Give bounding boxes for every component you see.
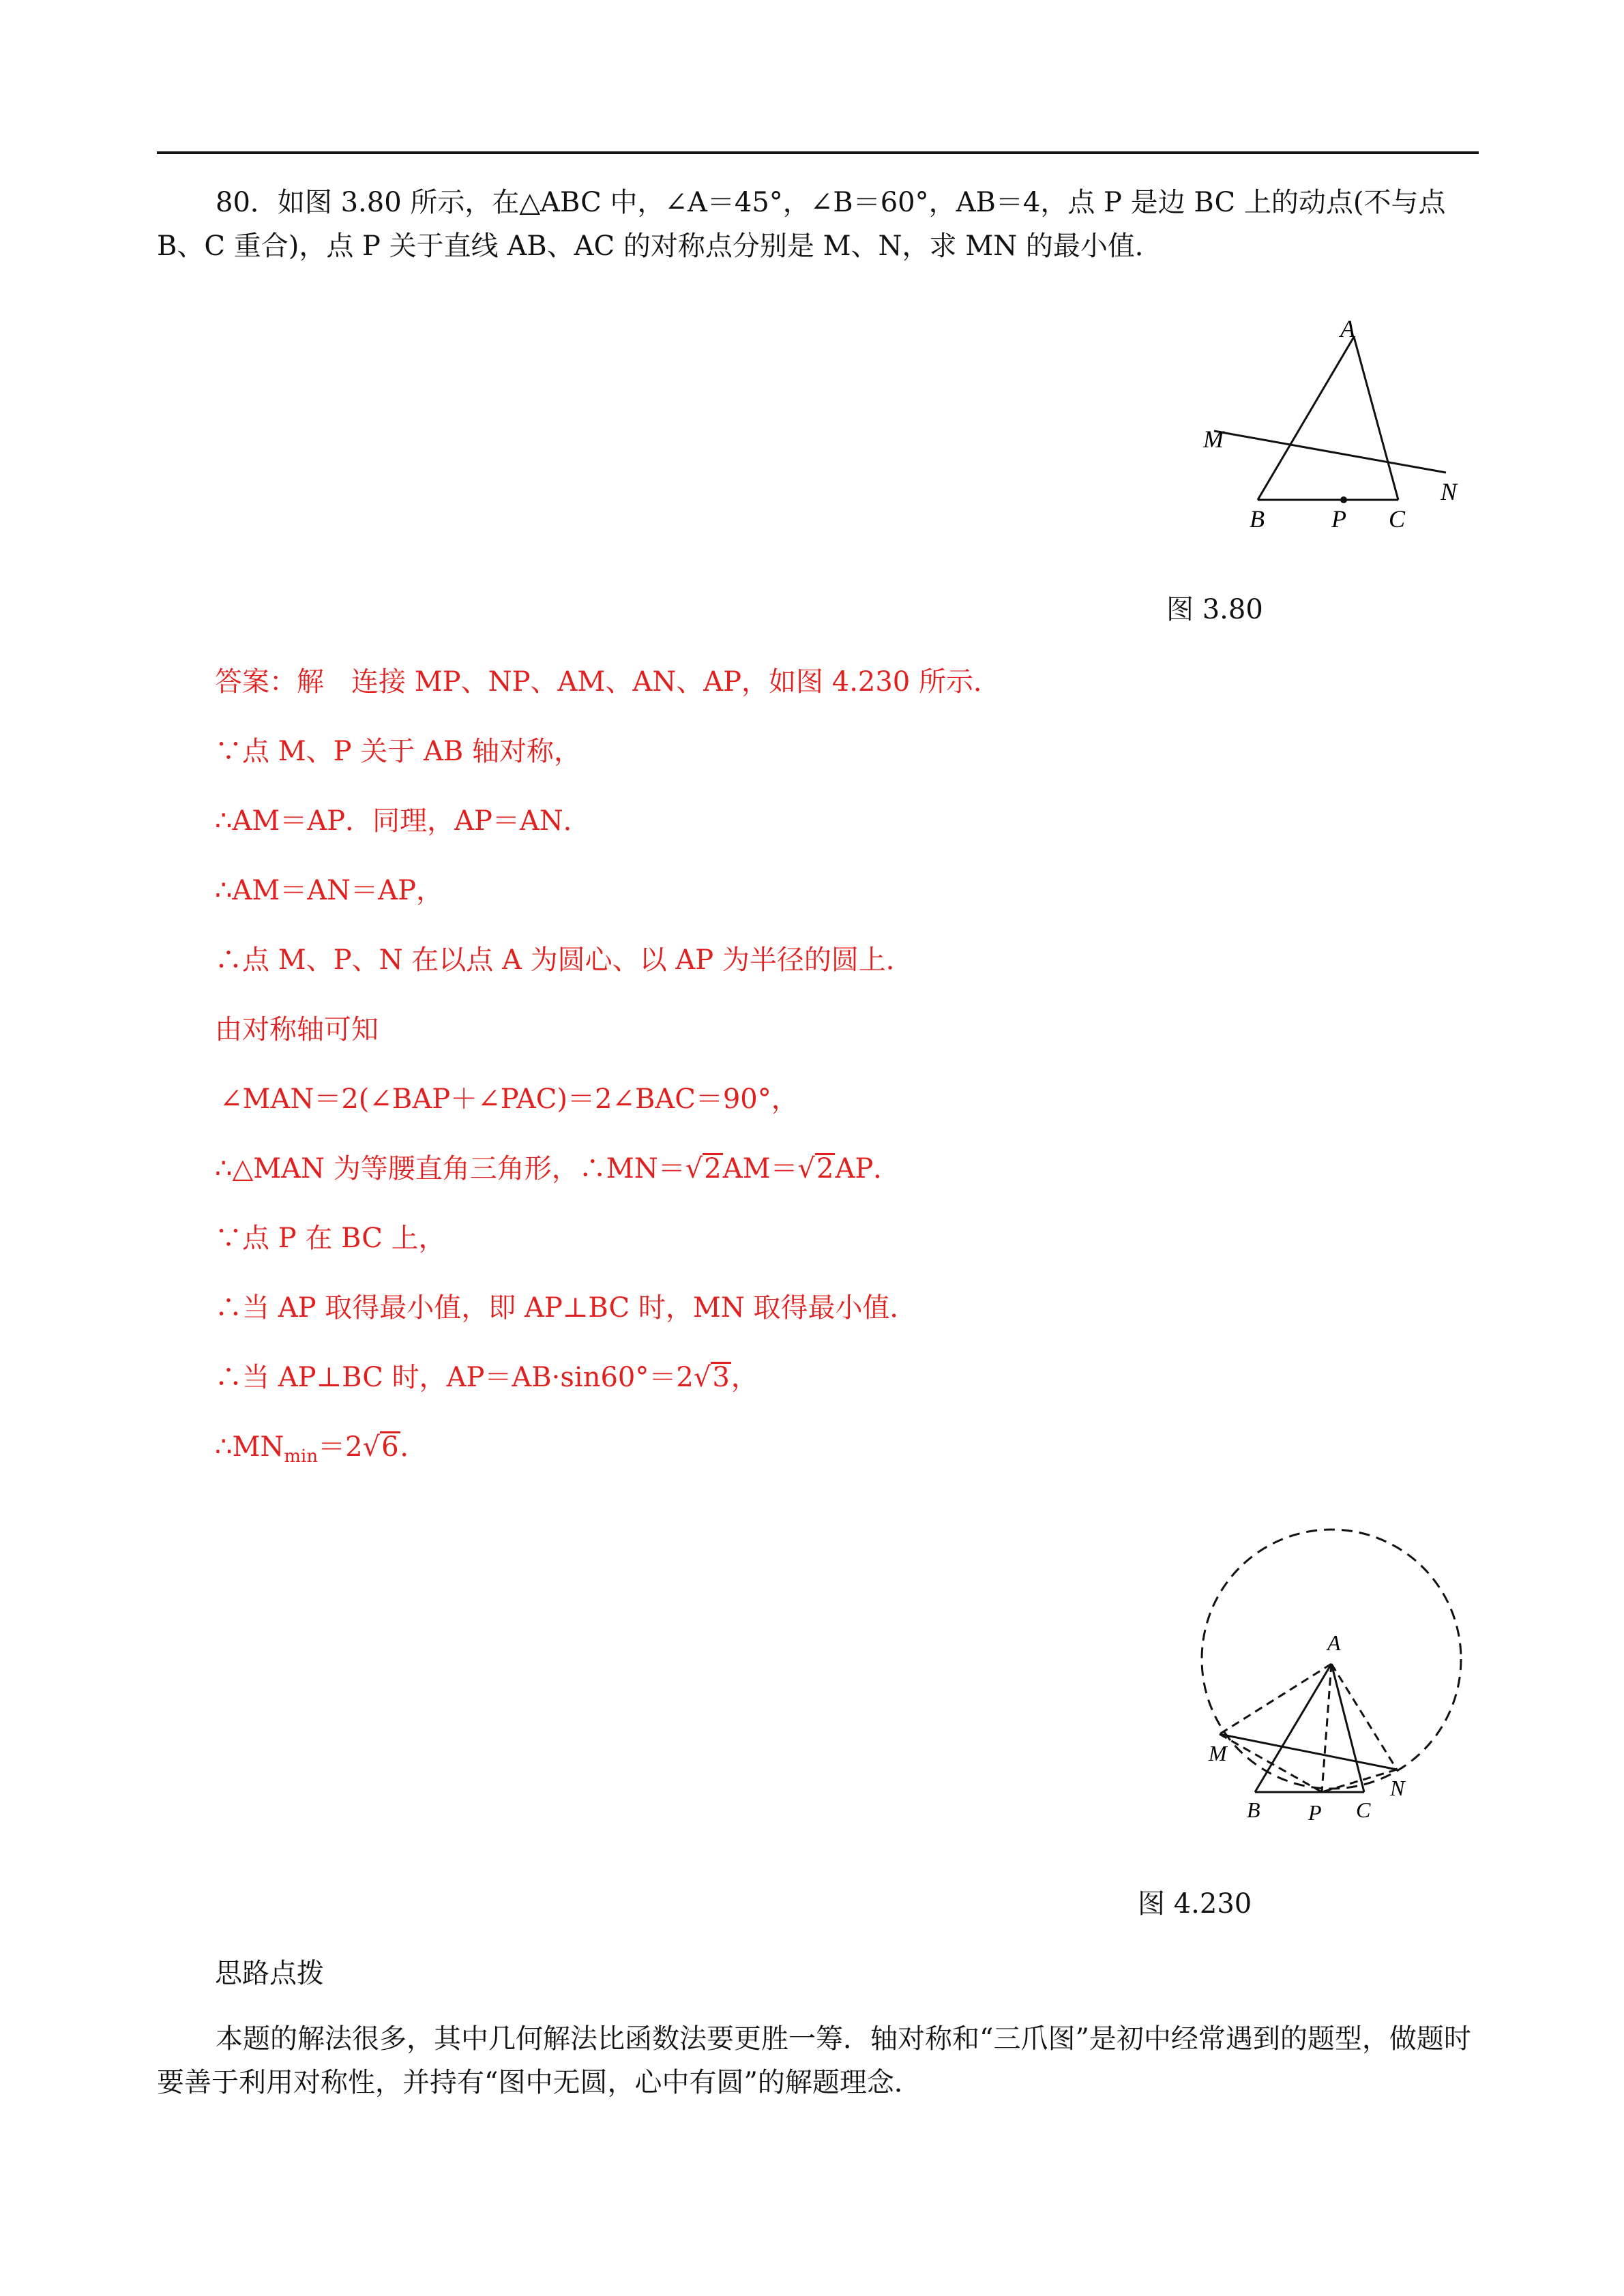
answer-line-9: ∵点 P 在 BC 上， <box>215 1223 446 1254</box>
label-m: M <box>1203 426 1224 453</box>
figure-4-230 <box>1187 1517 1473 1831</box>
label-c: C <box>1389 505 1406 532</box>
segment-mp <box>1220 1734 1322 1792</box>
label-b: B <box>1247 1798 1260 1822</box>
label-m: M <box>1209 1741 1227 1765</box>
answer-line-8-part-c: AP． <box>835 1153 901 1184</box>
answer-line-12-part-c: ． <box>400 1431 428 1463</box>
radicand-2b: 2 <box>816 1153 834 1184</box>
segment-ap <box>1322 1664 1331 1792</box>
answer-line-3: ∴AM＝AP．同理，AP＝AN． <box>215 805 591 837</box>
point-p <box>1340 496 1347 503</box>
tips-body: 本题的解法很多，其中几何解法比函数法要更胜一筹．轴对称和“三爪图”是初中经常遇到的题型，做题时要善于利用对称性，并持有“图中无圆，心中有圆”的解题理念． <box>157 2023 1471 2098</box>
answer-line-12-part-b: ＝2 <box>318 1431 363 1463</box>
answer-line-1: 答案：解 连接 MP、NP、AM、AN、AP，如图 4.230 所示． <box>215 666 1001 698</box>
answer-line-10: ∴当 AP 取得最小值，即 AP⊥BC 时，MN 取得最小值． <box>215 1292 917 1324</box>
answer-line-11-part-b: ， <box>730 1362 758 1393</box>
label-c: C <box>1356 1798 1371 1822</box>
segment-ac <box>1354 337 1398 500</box>
label-a: A <box>1327 1630 1341 1655</box>
segment-ac <box>1331 1664 1364 1792</box>
radicand-2a: 2 <box>704 1153 722 1184</box>
answer-line-8-part-b: AM＝ <box>722 1153 798 1184</box>
answer-line-11-part-a: ∴当 AP⊥BC 时，AP＝AB·sin60°＝2 <box>215 1362 694 1393</box>
radicand-6: 6 <box>381 1431 399 1463</box>
sqrt-symbol: √ <box>693 1362 711 1393</box>
answer-line-8 <box>215 1147 900 1186</box>
answer-line-11 <box>215 1356 758 1395</box>
answer-line-12 <box>215 1425 428 1467</box>
segment-an <box>1331 1664 1397 1770</box>
sqrt-symbol: √ <box>685 1153 703 1184</box>
label-b: B <box>1250 505 1265 532</box>
radicand-3: 3 <box>712 1362 730 1393</box>
label-p: P <box>1331 505 1346 532</box>
answer-line-6: 由对称轴可知 <box>215 1014 379 1045</box>
figure-3-80-caption: 图 3.80 <box>1166 594 1263 625</box>
segment-ab <box>1255 1664 1331 1792</box>
answer-line-8-part-a: ∴△MAN 为等腰直角三角形，∴MN＝ <box>215 1153 685 1184</box>
segment-am <box>1220 1664 1331 1734</box>
answer-line-5: ∴点 M、P、N 在以点 A 为圆心、以 AP 为半径的圆上． <box>215 944 913 976</box>
label-n: N <box>1390 1776 1405 1800</box>
dashed-circle <box>1202 1530 1461 1789</box>
subscript-min: min <box>284 1446 319 1467</box>
sqrt-symbol: √ <box>362 1431 381 1463</box>
answer-line-7: ∠MAN＝2(∠BAP＋∠PAC)＝2∠BAC＝90°， <box>220 1084 799 1115</box>
answer-line-12-part-a: ∴MN <box>215 1431 284 1463</box>
header-rule <box>157 151 1479 154</box>
label-p: P <box>1308 1800 1322 1825</box>
answer-line-2: ∵点 M、P 关于 AB 轴对称， <box>215 736 582 767</box>
problem-statement: 80．如图 3.80 所示，在△ABC 中，∠A＝45°，∠B＝60°，AB＝4，点 P 是边 BC 上的动点(不与点 B、C 重合)，点 P 关于直线 AB、AC 的对称点分别是 M、N，求 MN 的最小值． <box>157 187 1446 262</box>
label-a: A <box>1340 315 1355 342</box>
label-n: N <box>1441 478 1458 505</box>
segment-ab <box>1258 337 1354 500</box>
sqrt-symbol: √ <box>797 1153 816 1184</box>
segment-mn <box>1220 1734 1397 1770</box>
tips-heading: 思路点拨 <box>215 1958 324 1989</box>
figure-3-80 <box>1187 314 1473 532</box>
answer-line-4: ∴AM＝AN＝AP， <box>215 875 443 906</box>
figure-4-230-caption: 图 4.230 <box>1138 1888 1252 1920</box>
line-mn <box>1214 431 1446 473</box>
